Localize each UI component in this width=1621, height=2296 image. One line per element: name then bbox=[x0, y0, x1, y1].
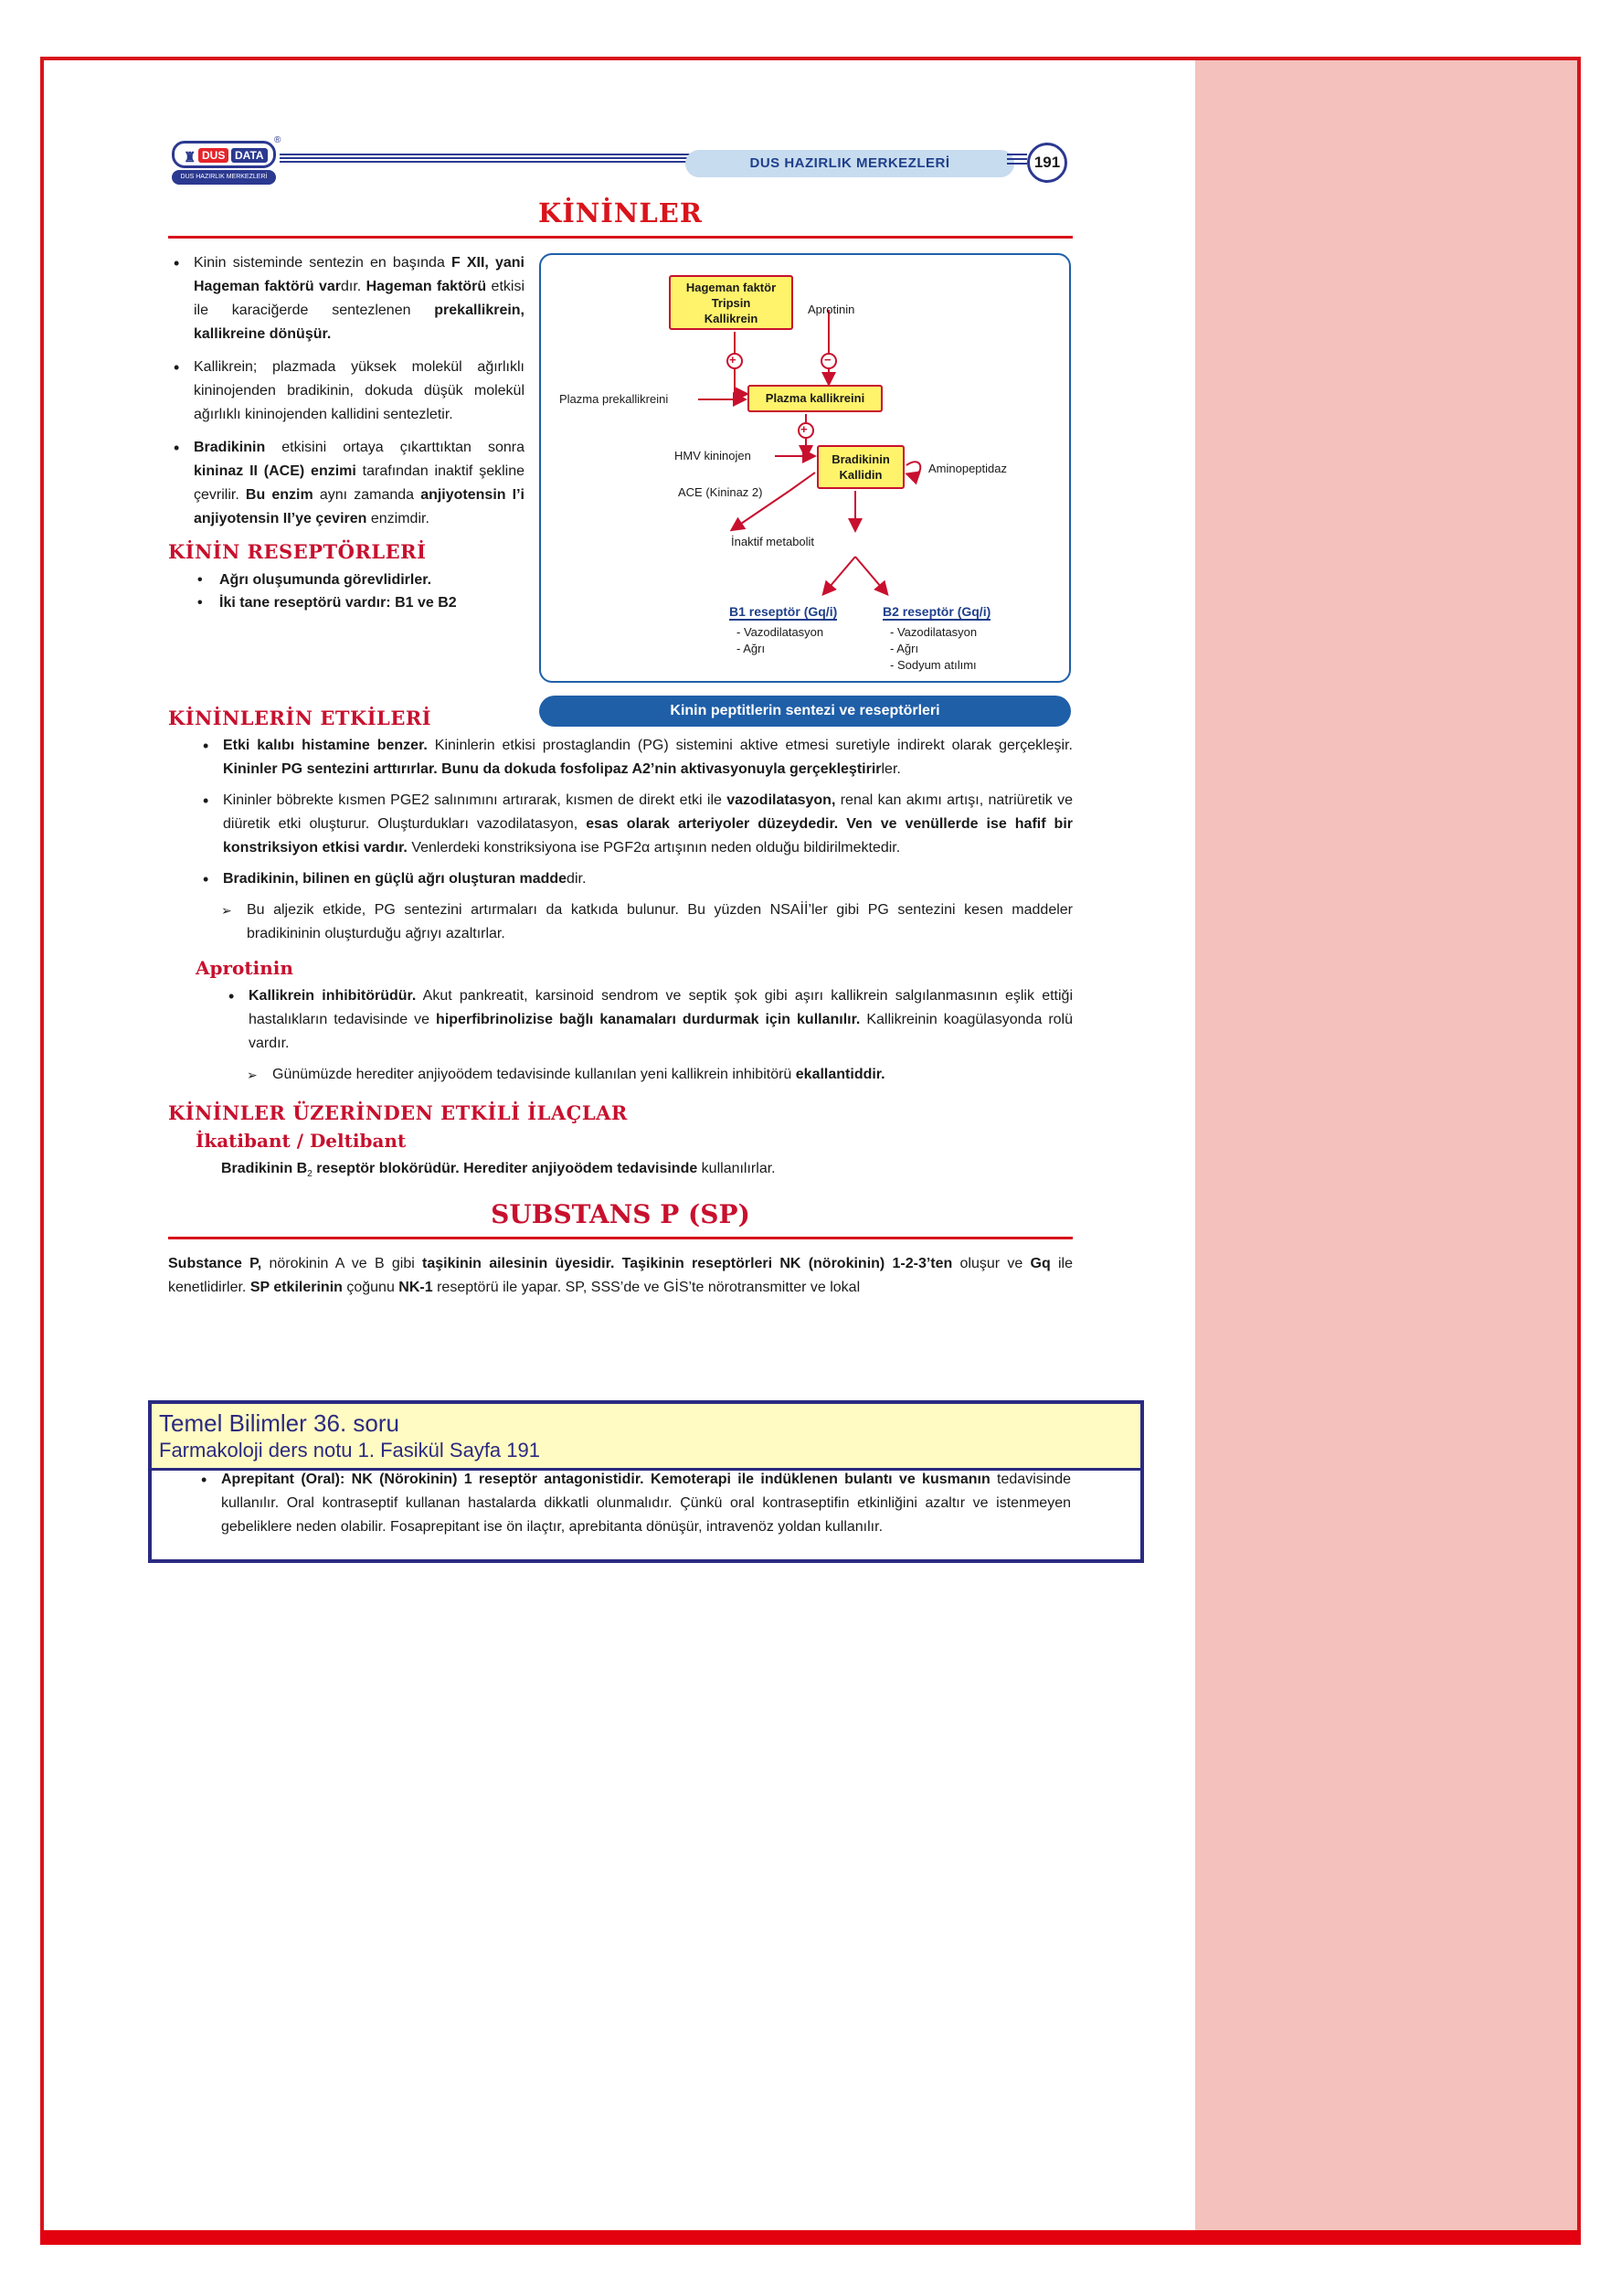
intro-bullet-1: • Kinin sisteminde sentezin en başında F XII, yani Hageman faktörü vardır. Hageman faktörü etkisi ile karaciğerde sentezlenen prekallikrein, kallikreine dönüşür. bbox=[168, 251, 524, 346]
hageman-box: Hageman faktör Tripsin Kallikrein bbox=[669, 275, 793, 330]
ace-label: ACE (Kininaz 2) bbox=[678, 485, 763, 499]
aminopeptidaz-label: Aminopeptidaz bbox=[928, 462, 1007, 475]
effects-arrow-note: ➢ Bu aljezik etkide, PG sentezini artırmaları da katkıda bulunur. Bu yüzden NSAİİ’ler gibi PG sentezini kesen maddeler bradikininin oluşturduğu ağrıyı azaltırlar. bbox=[168, 898, 1073, 946]
annotation-body bbox=[152, 1468, 1140, 1539]
kinin-diagram bbox=[539, 253, 1071, 683]
drugs-heading: KİNİNLER ÜZERİNDEN ETKİLİ İLAÇLAR bbox=[168, 1101, 628, 1124]
page-title: KİNİNLER bbox=[538, 197, 703, 229]
intro-section bbox=[168, 251, 1073, 729]
intro-bullet-2: • Kallikrein; plazmada yüksek molekül ağırlıklı kininojenden bradikinin, dokuda düşük molekül ağırlıklı kininojenden kallidini sentezletir. bbox=[168, 356, 524, 427]
annotation-header bbox=[152, 1404, 1140, 1471]
header-pill: DUS HAZIRLIK MERKEZLERİ bbox=[685, 150, 1014, 177]
page-number-lines bbox=[1007, 154, 1027, 167]
b1-receptor-list: - Vazodilatasyon - Ağrı bbox=[736, 625, 824, 655]
annotation-box bbox=[148, 1400, 1144, 1563]
drugs-paragraph: Bradikinin $B_2$ reseptör blokörüdür. Herediter anjiyoödem tedavisinde kullanılırlar. bbox=[221, 1161, 776, 1180]
b2-receptor-title: B2 reseptör (Gq/i) bbox=[883, 604, 991, 619]
sp-rule bbox=[168, 1237, 1073, 1239]
logo-subtitle: DUS HAZIRLIK MERKEZLERİ bbox=[172, 170, 276, 185]
aprotinin-label: Aprotinin bbox=[808, 303, 855, 316]
bottom-bar bbox=[40, 2230, 1581, 2245]
page-header bbox=[168, 128, 1073, 188]
substance-p-paragraph: Substance P, nörokinin A ve B gibi taşikinin ailesinin üyesidir. Taşikinin reseptörleri NK (nörokinin) 1-2-3’ten oluşur ve Gq ile kenetlidirler. SP etkilerinin çoğunu NK-1 reseptörü ile yapar. SP, SSS’de ve GİS’te nörotransmitter ve lokal bbox=[168, 1256, 1073, 1296]
substance-p-heading: SUBSTANS P (SP) bbox=[491, 1199, 750, 1230]
registered-icon: ® bbox=[274, 135, 281, 145]
inaktif-label: İnaktif metabolit bbox=[731, 535, 815, 548]
margin-panel bbox=[1195, 60, 1577, 2239]
minus-label: − bbox=[824, 353, 832, 367]
arrow-aminopeptidaz bbox=[906, 462, 920, 475]
effects-bullet-1: • Etki kalıbı histamine benzer. Kininlerin etkisi prostaglandin (PG) sistemini aktive etmesi suretiyle indirekt olarak gerçekleşir. Kininler PG sentezini arttırırlar. Bunu da dokuda fosfolipaz A2’nin aktivasyonuyla gerçekleştirirler. bbox=[168, 734, 1073, 781]
receptors-heading: KİNİN RESEPTÖRLERİ bbox=[168, 540, 427, 563]
effects-bullet-2: • Kininler böbrekte kısmen PGE2 salınımını artırarak, kısmen de direkt etki ile vazodilatasyon, renal kan akımı artışı, natriüretik ve diüretik etki oluşturur. Oluşturdukları vazodilatasyon, esas olarak arteriyoler düzeydedir. Ven ve venüllerde ise hafif bir konstriksiyon etkisi vardır. Venlerdeki konstriksiyona ise PGF2α artışının neden olduğu bildirilmektedir. bbox=[168, 789, 1073, 860]
plus-label-1: + bbox=[729, 353, 736, 367]
annotation-title: Temel Bilimler 36. soru bbox=[159, 1409, 399, 1437]
document-page bbox=[168, 128, 1073, 1300]
aprotinin-arrow-note: ➢ Günümüzde herediter anjiyoödem tedavisinde kullanılan yeni kallikrein inhibitörü ekallantiddir. bbox=[168, 1063, 1073, 1087]
logo-data: DATA bbox=[231, 148, 268, 163]
receptor-item-1: • Ağrı oluşumunda görevlidirler. bbox=[168, 569, 524, 591]
effects-section bbox=[168, 734, 1073, 1300]
aprotinin-bullet: • Kallikrein inhibitörüdür. Akut pankreatit, karsinoid sendrom ve septik şok gibi aşırı kallikrein salgılanmasının eşlik ettiği hastalıkların tedavisinde ve hiperfibrinolizise bağlı kanamaları durdurmak için kullanılır. Kallikreinin koagülasyonda rolü vardır. bbox=[168, 984, 1073, 1056]
intro-left-column bbox=[168, 251, 524, 614]
arrow-to-b2 bbox=[855, 557, 886, 593]
plazma-pre-label: Plazma prekallikreini bbox=[559, 392, 669, 406]
tooth-icon: ♜ bbox=[184, 150, 196, 165]
receptor-item-2: • İki tane reseptörü vardır: B1 ve B2 bbox=[168, 591, 524, 614]
effects-heading: KİNİNLERİN ETKİLERİ bbox=[168, 707, 432, 729]
dusdata-logo bbox=[172, 135, 281, 186]
annotation-source: Farmakoloji ders notu 1. Fasikül Sayfa 191 bbox=[159, 1439, 540, 1462]
b2-receptor-list: - Vazodilatasyon - Ağrı - Sodyum atılımı bbox=[890, 625, 978, 672]
diagram-caption: Kinin peptitlerin sentezi ve reseptörleri bbox=[539, 696, 1071, 727]
aprotinin-heading: Aprotinin bbox=[196, 957, 293, 979]
plazma-kal-box: Plazma kallikreini bbox=[747, 385, 883, 412]
aprepitant-bullet: • Aprepitant (Oral): NK (Nörokinin) 1 reseptör antagonistidir. Kemoterapi ile indüklenen bulantı ve kusmanın tedavisinde kullanılır. Oral kontraseptif kullanan hastalarda dikkatli olunmalıdır. Çünkü oral kontraseptifin etkinliğini azaltır ve istenmeyen gebeliklere neden olabilir. Fosaprepitant ise ön ilaçtır, aprebitanta dönüşür, intravenöz yoldan kullanılır. bbox=[152, 1468, 1140, 1539]
title-rule bbox=[168, 236, 1073, 239]
bradikinin-box: Bradikinin Kallidin bbox=[817, 445, 905, 489]
page-number: 191 bbox=[1027, 143, 1067, 183]
arrow-ace bbox=[789, 473, 815, 491]
intro-bullet-3: • Bradikinin etkisini ortaya çıkarttıktan sonra kininaz II (ACE) enzimi tarafından inaktif şekline çevrilir. Bu enzim aynı zamanda anjiyotensin I’i anjiyotensin II’ye çeviren enzimdir. bbox=[168, 436, 524, 531]
arrow-to-b1 bbox=[824, 557, 855, 593]
plus-label-2: + bbox=[800, 422, 808, 436]
logo-dus: DUS bbox=[198, 148, 228, 163]
hmv-label: HMV kininojen bbox=[674, 449, 751, 462]
b1-receptor-title: B1 reseptör (Gq/i) bbox=[729, 604, 838, 619]
effects-bullet-3: • Bradikinin, bilinen en güçlü ağrı oluşturan maddedir. bbox=[168, 867, 1073, 891]
drugs-subheading: İkatibant / Deltibant bbox=[196, 1130, 407, 1152]
